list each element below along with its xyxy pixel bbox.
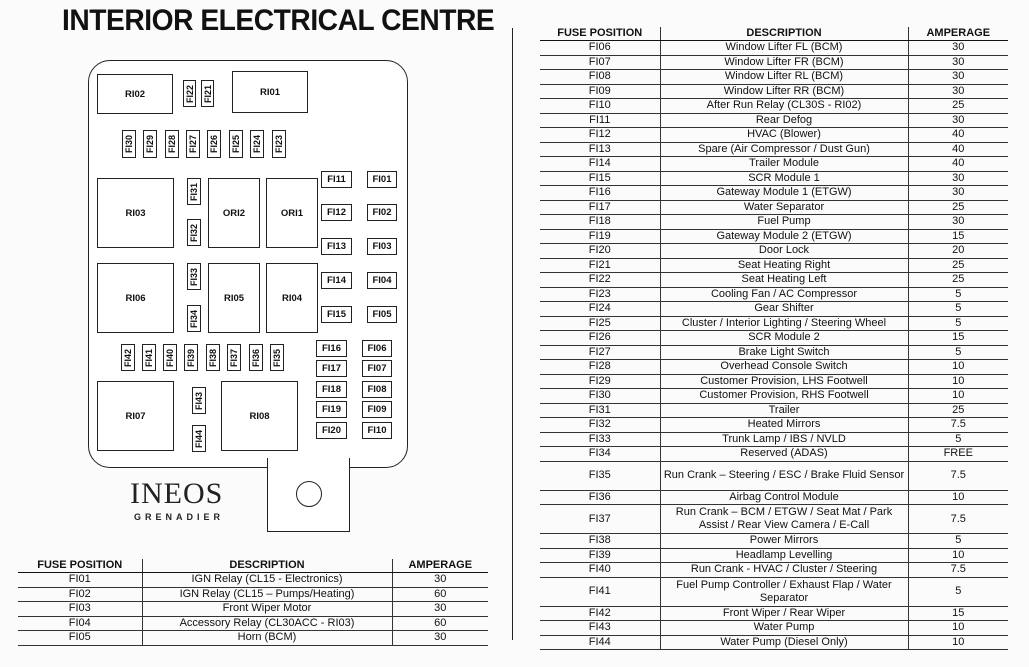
fuse-slot-fi15	[321, 306, 352, 323]
table-row	[18, 573, 488, 588]
description-cell: Rear Defog	[660, 113, 908, 128]
fuse-slot-fi37	[227, 344, 241, 371]
table-row	[18, 587, 488, 602]
page-title: INTERIOR ELECTRICAL CENTRE	[62, 4, 495, 37]
description-cell: Trailer Module	[660, 157, 908, 172]
fuse-slot-label: ORI2	[222, 207, 246, 219]
fuse-position-cell: FI16	[540, 186, 660, 201]
amperage-cell: 10	[908, 635, 1008, 650]
fuse-slot-label: FI15	[326, 309, 346, 320]
description-cell: Trunk Lamp / IBS / NVLD	[660, 432, 908, 447]
table-row	[18, 616, 488, 631]
table-row	[540, 345, 1008, 360]
fuse-slot-label: FI44	[194, 429, 205, 448]
fuse-position-cell: FI22	[540, 273, 660, 288]
fuse-slot-ori2	[208, 178, 260, 248]
fuse-position-cell: FI18	[540, 215, 660, 230]
fuse-slot-fi43	[192, 387, 206, 414]
table-row	[540, 70, 1008, 85]
fuse-position-cell: FI27	[540, 345, 660, 360]
fuse-slot-label: FI06	[367, 343, 387, 354]
description-cell: IGN Relay (CL15 – Pumps/Heating)	[142, 587, 392, 602]
table-row	[540, 157, 1008, 172]
fuse-slot-fi28	[165, 130, 179, 158]
fuse-slot-label: FI34	[189, 309, 200, 328]
table-row	[540, 55, 1008, 70]
fuse-slot-label: FI29	[145, 134, 156, 154]
fuse-slot-fi38	[206, 344, 220, 371]
fuse-slot-fi13	[321, 238, 352, 255]
amperage-cell: 7.5	[908, 418, 1008, 433]
fuse-position-cell: FI19	[540, 229, 660, 244]
fuse-position-cell: FI39	[540, 548, 660, 563]
fuse-position-cell: FI02	[18, 587, 142, 602]
fuse-slot-fi27	[186, 130, 200, 158]
fuse-slot-ri03	[97, 178, 174, 248]
amperage-cell: 5	[908, 287, 1008, 302]
table-row	[540, 563, 1008, 578]
fuse-slot-fi04	[367, 272, 397, 289]
table-row	[540, 215, 1008, 230]
fuse-slot-fi30	[122, 130, 136, 158]
fuse-slot-ri08	[221, 381, 298, 451]
fuse-slot-fi07	[362, 360, 392, 377]
amperage-cell: 40	[908, 128, 1008, 143]
fuse-slot-label: FI17	[321, 363, 341, 374]
fuse-slot-ri05	[208, 263, 260, 333]
fuse-slot-fi44	[192, 425, 206, 452]
fuse-slot-label: FI12	[326, 207, 346, 218]
fuse-position-cell: FI08	[540, 70, 660, 85]
amperage-cell: 5	[908, 432, 1008, 447]
fuse-slot-fi41	[142, 344, 156, 371]
fuse-slot-label: FI39	[186, 348, 197, 367]
description-cell: Door Lock	[660, 244, 908, 259]
fuse-slot-label: FI19	[321, 404, 341, 415]
fuse-slot-label: FI16	[321, 343, 341, 354]
fuse-slot-fi08	[362, 381, 392, 398]
fuse-slot-label: FI25	[231, 134, 242, 154]
fuse-position-cell: FI32	[540, 418, 660, 433]
table-row	[540, 200, 1008, 215]
description-cell: Front Wiper / Rear Wiper	[660, 606, 908, 621]
description-cell: Run Crank - HVAC / Cluster / Steering	[660, 563, 908, 578]
table-row	[540, 606, 1008, 621]
fuse-slot-label: FI21	[202, 84, 213, 103]
fuse-slot-ori1	[266, 178, 318, 248]
table-row	[540, 258, 1008, 273]
description-cell: Customer Provision, LHS Footwell	[660, 374, 908, 389]
fuse-slot-fi35	[270, 344, 284, 371]
fuse-slot-label: FI31	[189, 182, 200, 201]
fuse-table-right	[540, 27, 1008, 650]
description-cell: Power Mirrors	[660, 534, 908, 549]
grenadier-logo-text: GRENADIER	[134, 512, 225, 522]
fuse-slot-label: FI05	[372, 309, 392, 320]
fuse-position-cell: FI13	[540, 142, 660, 157]
fuse-slot-fi16	[316, 340, 347, 357]
table-row	[540, 577, 1008, 606]
description-cell: Gateway Module 2 (ETGW)	[660, 229, 908, 244]
amperage-cell: 15	[908, 229, 1008, 244]
amperage-cell: 40	[908, 142, 1008, 157]
fuse-slot-fi39	[184, 344, 198, 371]
fuse-position-cell: FI40	[540, 563, 660, 578]
col-header-description: DESCRIPTION	[142, 559, 392, 573]
table-row	[540, 548, 1008, 563]
fuse-position-cell: FI28	[540, 360, 660, 375]
fuse-slot-fi14	[321, 272, 352, 289]
amperage-cell: 30	[908, 41, 1008, 56]
fuse-slot-label: RI07	[125, 410, 146, 422]
amperage-cell: 5	[908, 534, 1008, 549]
col-header-position: FUSE POSITION	[540, 27, 660, 41]
description-cell: Cooling Fan / AC Compressor	[660, 287, 908, 302]
description-cell: Water Pump	[660, 621, 908, 636]
fuse-slot-label: FI13	[326, 241, 346, 252]
fuse-slot-fi29	[143, 130, 157, 158]
description-cell: Front Wiper Motor	[142, 602, 392, 617]
fuse-slot-label: FI07	[367, 363, 387, 374]
table-row	[540, 273, 1008, 288]
amperage-cell: 25	[908, 200, 1008, 215]
fuse-slot-label: RI03	[125, 207, 146, 219]
table-row	[18, 631, 488, 646]
description-cell: Water Separator	[660, 200, 908, 215]
description-cell: Brake Light Switch	[660, 345, 908, 360]
table-row	[18, 602, 488, 617]
amperage-cell: 10	[908, 548, 1008, 563]
description-cell: Spare (Air Compressor / Dust Gun)	[660, 142, 908, 157]
fuse-slot-label: FI02	[372, 207, 392, 218]
amperage-cell: 7.5	[908, 505, 1008, 534]
table-row	[540, 403, 1008, 418]
fuse-position-cell: FI04	[18, 616, 142, 631]
fuse-position-cell: FI01	[18, 573, 142, 588]
fuse-position-cell: FI23	[540, 287, 660, 302]
fuse-slot-fi11	[321, 171, 352, 188]
table-row	[540, 490, 1008, 505]
table-row	[540, 99, 1008, 114]
amperage-cell: 30	[908, 84, 1008, 99]
fuse-position-cell: FI25	[540, 316, 660, 331]
fuse-position-cell: FI03	[18, 602, 142, 617]
fuse-position-cell: FI38	[540, 534, 660, 549]
fuse-slot-label: FI20	[321, 425, 341, 436]
fuse-position-cell: FI34	[540, 447, 660, 462]
amperage-cell: 40	[908, 157, 1008, 172]
fuse-position-cell: FI11	[540, 113, 660, 128]
fuse-position-cell: FI41	[540, 577, 660, 606]
amperage-cell: 60	[392, 616, 488, 631]
description-cell: Window Lifter RR (BCM)	[660, 84, 908, 99]
table-row	[540, 229, 1008, 244]
description-cell: SCR Module 2	[660, 331, 908, 346]
fuse-slot-fi36	[249, 344, 263, 371]
fuse-position-cell: FI30	[540, 389, 660, 404]
fuse-slot-label: FI42	[123, 348, 134, 367]
amperage-cell: 30	[908, 70, 1008, 85]
amperage-cell: 60	[392, 587, 488, 602]
fuse-position-cell: FI09	[540, 84, 660, 99]
description-cell: Airbag Control Module	[660, 490, 908, 505]
description-cell: Fuel Pump Controller / Exhaust Flap / Water Separator	[660, 577, 908, 606]
amperage-cell: 5	[908, 345, 1008, 360]
description-cell: IGN Relay (CL15 - Electronics)	[142, 573, 392, 588]
amperage-cell: 10	[908, 621, 1008, 636]
fuse-slot-fi26	[207, 130, 221, 158]
fuse-slot-fi12	[321, 204, 352, 221]
description-cell: Seat Heating Left	[660, 273, 908, 288]
fuse-slot-label: RI05	[223, 292, 245, 304]
col-header-amperage: AMPERAGE	[908, 27, 1008, 41]
amperage-cell: 10	[908, 389, 1008, 404]
table-row	[540, 171, 1008, 186]
fuse-slot-label: FI40	[165, 348, 176, 367]
fuse-slot-label: FI14	[326, 275, 346, 286]
fuse-slot-label: RI04	[281, 292, 303, 304]
amperage-cell: 20	[908, 244, 1008, 259]
fuse-position-cell: FI21	[540, 258, 660, 273]
fuse-slot-fi22	[183, 80, 196, 107]
amperage-cell: 5	[908, 316, 1008, 331]
fuse-position-cell: FI43	[540, 621, 660, 636]
table-row	[540, 432, 1008, 447]
description-cell: Heated Mirrors	[660, 418, 908, 433]
fuse-slot-label: FI23	[274, 134, 285, 154]
col-header-description: DESCRIPTION	[660, 27, 908, 41]
fuse-position-cell: FI33	[540, 432, 660, 447]
amperage-cell: 10	[908, 490, 1008, 505]
fuse-slot-fi19	[316, 401, 347, 418]
amperage-cell: 10	[908, 374, 1008, 389]
fuse-slot-label: FI03	[372, 241, 392, 252]
amperage-cell: 30	[392, 602, 488, 617]
fuse-position-cell: FI37	[540, 505, 660, 534]
amperage-cell: 30	[908, 55, 1008, 70]
fuse-slot-fi24	[250, 130, 264, 158]
fuse-slot-ri07	[97, 381, 174, 451]
fuse-table-bottom	[18, 559, 488, 646]
table-row	[540, 128, 1008, 143]
fuse-position-cell: FI44	[540, 635, 660, 650]
mounting-hole	[296, 481, 322, 507]
description-cell: Customer Provision, RHS Footwell	[660, 389, 908, 404]
fuse-slot-ri04	[266, 263, 318, 333]
fuse-slot-label: FI28	[167, 134, 178, 154]
table-row	[540, 316, 1008, 331]
table-row	[540, 360, 1008, 375]
fuse-slot-fi05	[367, 306, 397, 323]
amperage-cell: 25	[908, 273, 1008, 288]
table-row	[540, 186, 1008, 201]
fuse-slot-label: FI33	[189, 267, 200, 286]
fuse-position-cell: FI31	[540, 403, 660, 418]
table-row	[540, 635, 1008, 650]
description-cell: Fuel Pump	[660, 215, 908, 230]
fuse-position-cell: FI14	[540, 157, 660, 172]
fuse-slot-label: FI30	[124, 134, 135, 154]
fuse-slot-fi21	[201, 80, 214, 107]
fuse-position-cell: FI10	[540, 99, 660, 114]
amperage-cell: 30	[908, 215, 1008, 230]
description-cell: Accessory Relay (CL30ACC - RI03)	[142, 616, 392, 631]
fuse-slot-fi34	[187, 305, 201, 332]
fuse-position-cell: FI06	[540, 41, 660, 56]
table-row	[540, 374, 1008, 389]
description-cell: Window Lifter RL (BCM)	[660, 70, 908, 85]
fuse-slot-label: FI04	[372, 275, 392, 286]
table-row	[540, 287, 1008, 302]
description-cell: HVAC (Blower)	[660, 128, 908, 143]
fuse-slot-fi17	[316, 360, 347, 377]
fuse-position-cell: FI07	[540, 55, 660, 70]
fuse-position-cell: FI05	[18, 631, 142, 646]
fuse-slot-fi01	[367, 171, 397, 188]
table-row	[540, 302, 1008, 317]
table-row	[540, 84, 1008, 99]
fuse-slot-label: RI06	[125, 292, 146, 304]
fuse-slot-fi40	[163, 344, 177, 371]
column-divider	[512, 28, 513, 640]
fuse-slot-fi18	[316, 381, 347, 398]
description-cell: Headlamp Levelling	[660, 548, 908, 563]
fuse-slot-label: FI18	[321, 384, 341, 395]
description-cell: Run Crank – Steering / ESC / Brake Fluid Sensor	[660, 461, 908, 490]
col-header-amperage: AMPERAGE	[392, 559, 488, 573]
fuse-position-cell: FI26	[540, 331, 660, 346]
fuse-position-cell: FI12	[540, 128, 660, 143]
fuse-slot-ri06	[97, 263, 174, 333]
table-row	[540, 418, 1008, 433]
amperage-cell: 30	[392, 573, 488, 588]
amperage-cell: 30	[908, 171, 1008, 186]
description-cell: Overhead Console Switch	[660, 360, 908, 375]
fuse-position-cell: FI36	[540, 490, 660, 505]
table-row	[540, 461, 1008, 490]
fuse-slot-label: FI35	[272, 348, 283, 367]
amperage-cell: 30	[908, 186, 1008, 201]
fuse-position-cell: FI35	[540, 461, 660, 490]
fuse-position-cell: FI15	[540, 171, 660, 186]
table-row	[540, 505, 1008, 534]
table-row	[540, 331, 1008, 346]
fuse-position-cell: FI42	[540, 606, 660, 621]
amperage-cell: 15	[908, 606, 1008, 621]
description-cell: Horn (BCM)	[142, 631, 392, 646]
fuse-slot-label: RI08	[249, 410, 270, 422]
amperage-cell: 30	[392, 631, 488, 646]
col-header-position: FUSE POSITION	[18, 559, 142, 573]
fuse-position-cell: FI17	[540, 200, 660, 215]
description-cell: Water Pump (Diesel Only)	[660, 635, 908, 650]
fuse-slot-label: FI01	[372, 174, 392, 185]
fuse-slot-fi20	[316, 422, 347, 439]
fuse-slot-fi09	[362, 401, 392, 418]
fuse-slot-fi33	[187, 263, 201, 290]
amperage-cell: 15	[908, 331, 1008, 346]
amperage-cell: 7.5	[908, 563, 1008, 578]
fuse-slot-label: FI10	[367, 425, 387, 436]
table-row	[540, 621, 1008, 636]
amperage-cell: 25	[908, 258, 1008, 273]
table-row	[540, 244, 1008, 259]
fuse-slot-label: FI27	[188, 134, 199, 154]
table-row	[540, 534, 1008, 549]
fuse-slot-label: FI26	[209, 134, 220, 154]
fuse-slot-fi32	[187, 219, 201, 246]
fuse-slot-label: FI38	[208, 348, 219, 367]
fuse-slot-fi06	[362, 340, 392, 357]
amperage-cell: 25	[908, 403, 1008, 418]
fuse-position-cell: FI29	[540, 374, 660, 389]
fuse-slot-label: RI02	[124, 88, 146, 100]
table-row	[540, 389, 1008, 404]
fuse-position-cell: FI24	[540, 302, 660, 317]
table-row	[540, 113, 1008, 128]
table-row	[540, 447, 1008, 462]
fuse-slot-fi23	[272, 130, 286, 158]
fuse-slot-label: ORI1	[280, 207, 304, 219]
amperage-cell: 7.5	[908, 461, 1008, 490]
description-cell: Seat Heating Right	[660, 258, 908, 273]
fuse-position-cell: FI20	[540, 244, 660, 259]
fuse-slot-fi03	[367, 238, 397, 255]
fuse-slot-label: FI37	[229, 348, 240, 367]
description-cell: Window Lifter FL (BCM)	[660, 41, 908, 56]
fuse-slot-fi25	[229, 130, 243, 158]
description-cell: Reserved (ADAS)	[660, 447, 908, 462]
amperage-cell: FREE	[908, 447, 1008, 462]
fuse-slot-label: FI11	[327, 174, 346, 185]
table-row	[540, 142, 1008, 157]
amperage-cell: 30	[908, 113, 1008, 128]
fuse-slot-label: FI36	[251, 348, 262, 367]
description-cell: Run Crank – BCM / ETGW / Seat Mat / Park Assist / Rear View Camera / E-Call	[660, 505, 908, 534]
fuse-slot-label: FI08	[367, 384, 387, 395]
fuse-slot-fi42	[121, 344, 135, 371]
fuse-slot-label: FI22	[184, 84, 195, 103]
description-cell: Cluster / Interior Lighting / Steering Wheel	[660, 316, 908, 331]
amperage-cell: 25	[908, 99, 1008, 114]
description-cell: Gear Shifter	[660, 302, 908, 317]
ineos-logo: INEOS	[130, 477, 224, 510]
description-cell: Window Lifter FR (BCM)	[660, 55, 908, 70]
fuse-slot-label: FI43	[194, 391, 205, 410]
fuse-slot-fi02	[367, 204, 397, 221]
fuse-slot-label: FI09	[367, 404, 387, 415]
amperage-cell: 5	[908, 302, 1008, 317]
description-cell: Trailer	[660, 403, 908, 418]
description-cell: SCR Module 1	[660, 171, 908, 186]
fuse-slot-ri01	[232, 71, 308, 113]
fuse-slot-label: FI24	[252, 134, 263, 154]
fuse-slot-label: RI01	[259, 86, 281, 98]
fuse-slot-label: FI41	[144, 348, 155, 367]
amperage-cell: 5	[908, 577, 1008, 606]
description-cell: After Run Relay (CL30S - RI02)	[660, 99, 908, 114]
fuse-slot-ri02	[97, 74, 173, 114]
fuse-slot-fi31	[187, 178, 201, 205]
table-row	[540, 41, 1008, 56]
amperage-cell: 10	[908, 360, 1008, 375]
fuse-slot-label: FI32	[189, 223, 200, 242]
fuse-slot-fi10	[362, 422, 392, 439]
description-cell: Gateway Module 1 (ETGW)	[660, 186, 908, 201]
